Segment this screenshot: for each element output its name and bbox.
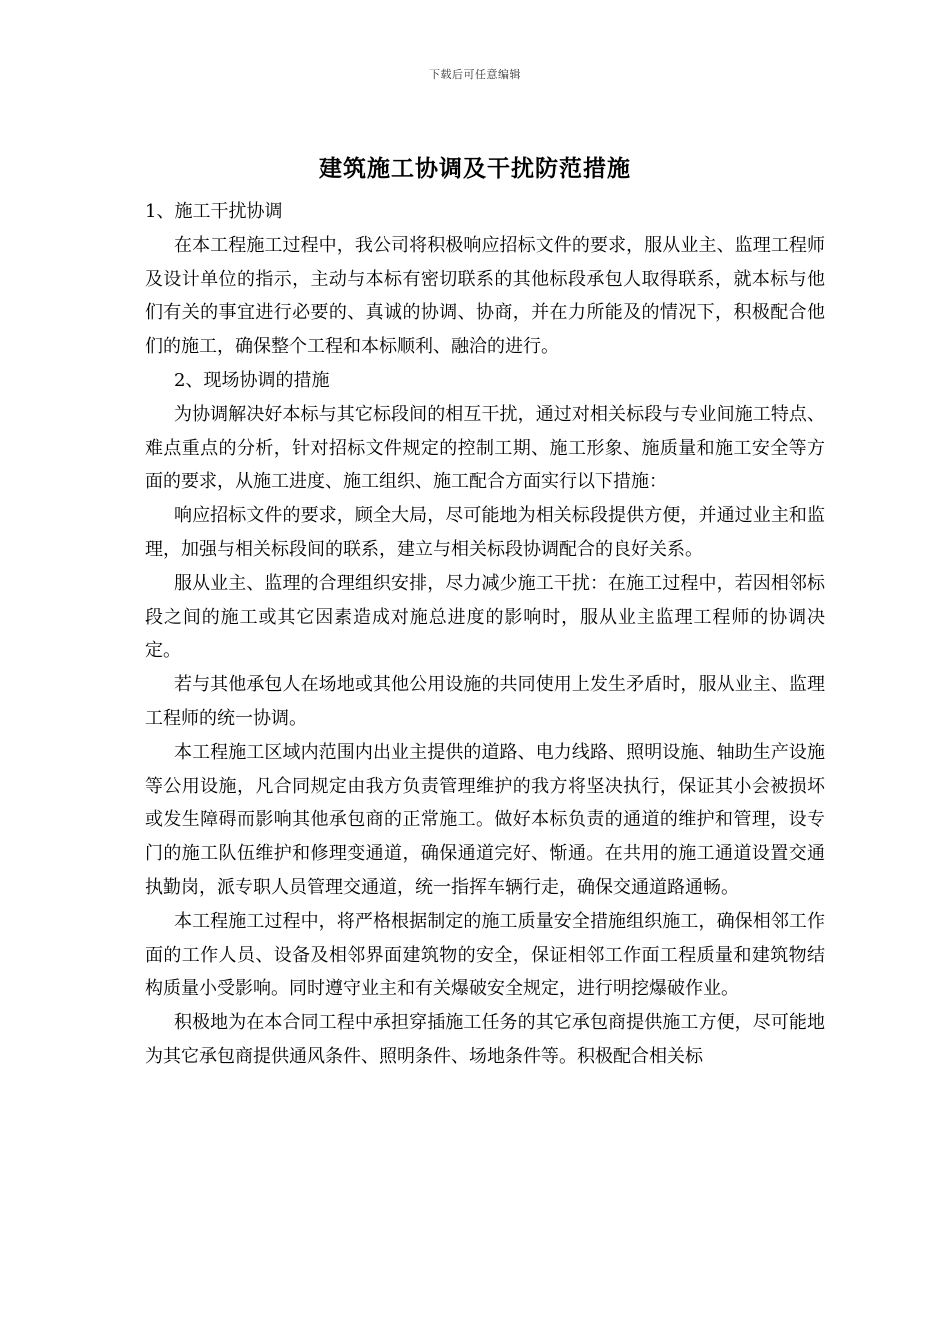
page-header-note: 下载后可任意编辑 xyxy=(429,68,521,81)
section-2-paragraph-5: 本工程施工区域内范围内出业主提供的道路、电力线路、照明设施、轴助生产设施等公用设施，凡合同规定由我方负责管理维护的我方将坚决执行，保证其小会被损坏或发生障碍而影响其他承包商的正常施工。做好本标负责的通道的维护和管理，设专门的施工队伍维护和修理变通道，确保通道完好、惭通。在共用的施工通道设置交通执勤岗，派专职人员管理交通道，统一指挥车辆行走，确保交通道路通畅。 xyxy=(145,741,825,898)
section-2-paragraph-6: 本工程施工过程中，将严格根据制定的施工质量安全措施组织施工，确保相邻工作面的工作人员、设备及相邻界面建筑物的安全，保证相邻工作面工程质量和建筑物结构质量小受影响。同时遵守业主和有关爆破安全规定，进行明挖爆破作业。 xyxy=(145,910,825,1000)
section-2-heading: 2、现场协调的措施 xyxy=(174,369,330,391)
section-2-paragraph-3: 服从业主、监理的合理组织安排，尽力减少施工干扰：在施工过程中，若因相邻标段之间的施工或其它因素造成对施总进度的影响时，服从业主监理工程师的协调决定。 xyxy=(145,572,825,662)
section-2-paragraph-4: 若与其他承包人在场地或其他公用设施的共同使用上发生矛盾时，服从业主、监理工程师的统一协调。 xyxy=(145,674,825,729)
section-2-paragraph-1: 为协调解决好本标与其它标段间的相互干扰，通过对相关标段与专业间施工特点、难点重点的分析，针对招标文件规定的控制工期、施工形象、施质量和施工安全等方面的要求，从施工进度、施工组织、施工配合方面实行以下措施： xyxy=(145,403,825,493)
section-2-paragraph-2: 响应招标文件的要求，顾全大局，尽可能地为相关标段提供方便，并通过业主和监理，加强与相关标段间的联系，建立与相关标段协调配合的良好关系。 xyxy=(145,505,825,560)
document-body xyxy=(145,195,825,1074)
section-2-paragraph-7: 积极地为在本合同工程中承担穿插施工任务的其它承包商提供施工方便，尽可能地为其它承包商提供通风条件、照明条件、场地条件等。积极配合相关标 xyxy=(145,1012,825,1067)
section-1-paragraph-1: 在本工程施工过程中，我公司将积极响应招标文件的要求，服从业主、监理工程师及设计单位的指示，主动与本标有密切联系的其他标段承包人取得联系，就本标与他们有关的事宜进行必要的、真诚的协调、协商，并在力所能及的情况下，积极配合他们的施工，确保整个工程和本标顺利、融洽的进行。 xyxy=(145,234,825,358)
document-title: 建筑施工协调及干扰防范措施 xyxy=(319,156,631,182)
section-1-heading: 1、施工干扰协调 xyxy=(145,201,283,222)
